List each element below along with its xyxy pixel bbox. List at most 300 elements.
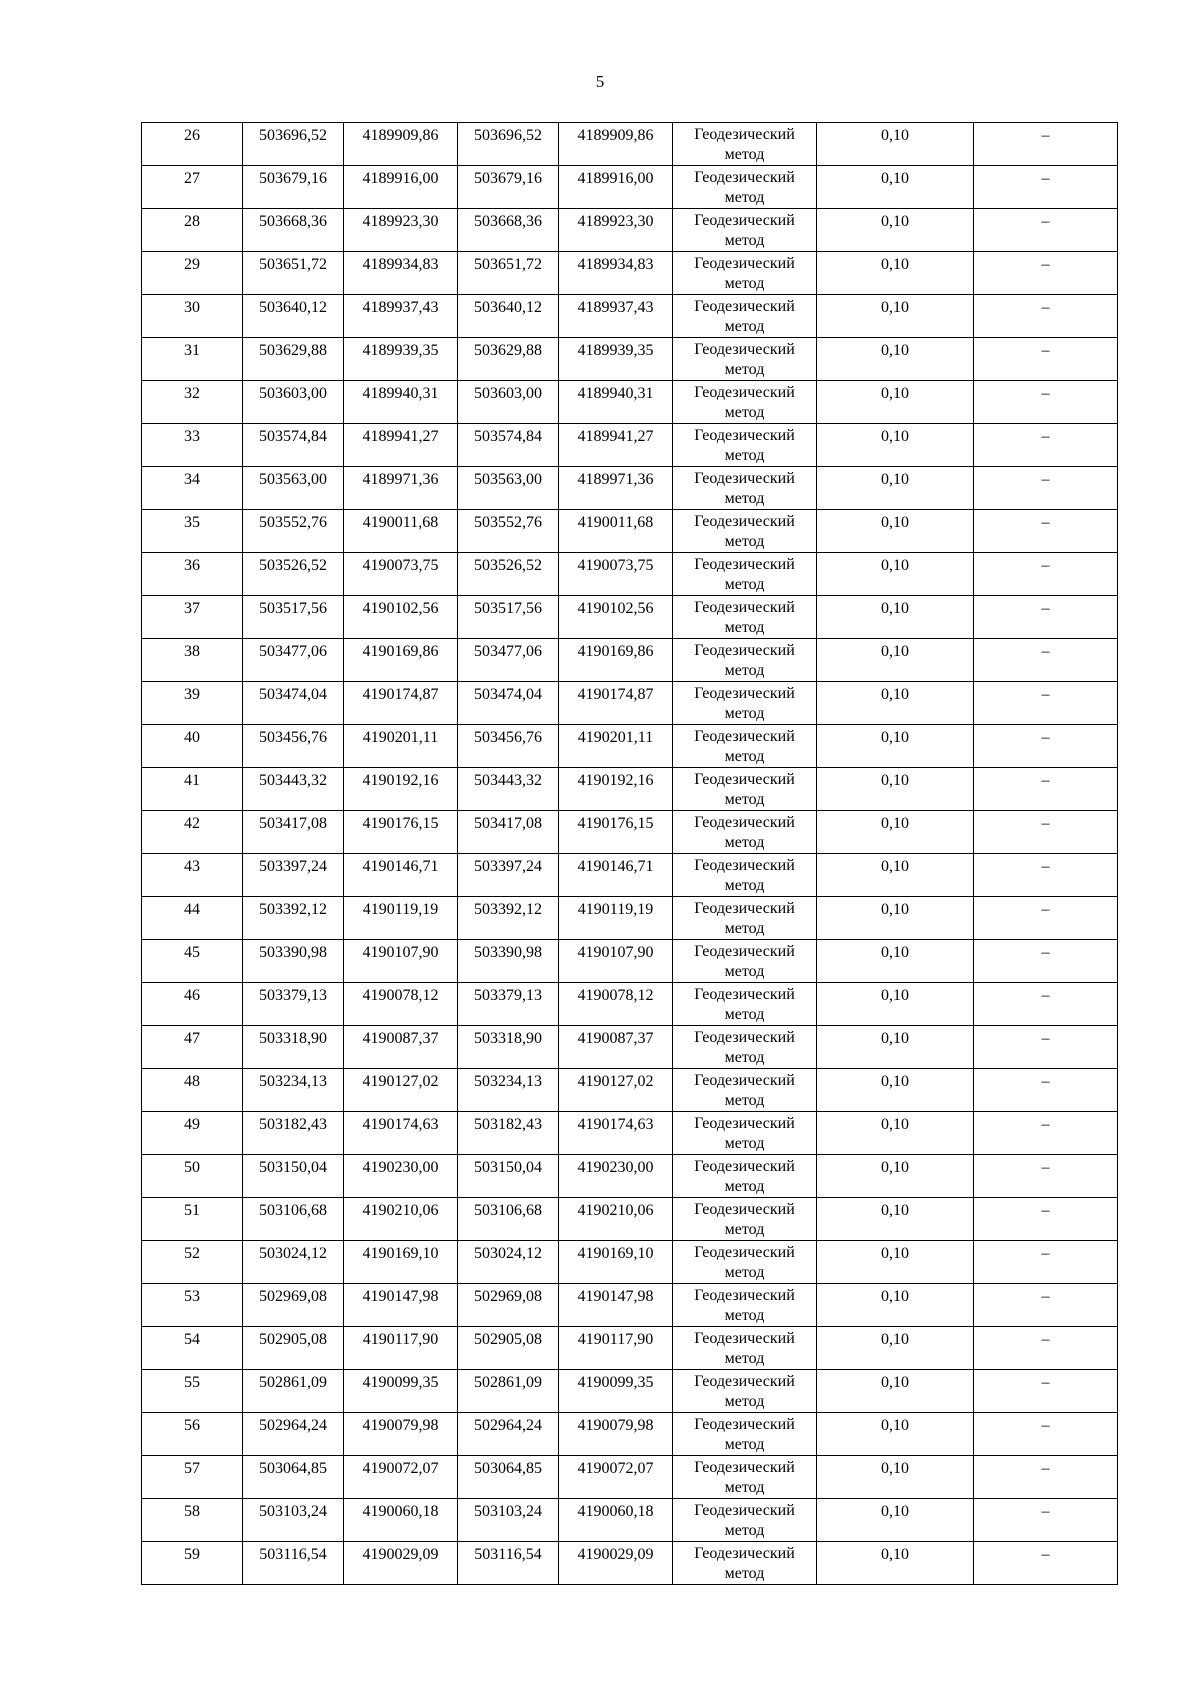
y-new-cell: 4189923,30: [559, 209, 673, 252]
note-cell: –: [974, 639, 1118, 682]
point-number-cell: 56: [142, 1413, 243, 1456]
accuracy-cell: 0,10: [817, 123, 974, 166]
method-cell: Геодезический метод: [673, 209, 817, 252]
note-cell: –: [974, 1370, 1118, 1413]
method-cell: Геодезический метод: [673, 123, 817, 166]
note-cell: –: [974, 553, 1118, 596]
accuracy-cell: 0,10: [817, 983, 974, 1026]
note-cell: –: [974, 725, 1118, 768]
y-new-cell: 4189940,31: [559, 381, 673, 424]
x-new-cell: 503668,36: [458, 209, 559, 252]
note-cell: –: [974, 897, 1118, 940]
x-old-cell: 503629,88: [243, 338, 344, 381]
accuracy-cell: 0,10: [817, 381, 974, 424]
accuracy-cell: 0,10: [817, 338, 974, 381]
method-cell: Геодезический метод: [673, 338, 817, 381]
y-new-cell: 4189939,35: [559, 338, 673, 381]
method-cell: Геодезический метод: [673, 983, 817, 1026]
y-new-cell: 4190119,19: [559, 897, 673, 940]
y-old-cell: 4190210,06: [344, 1198, 458, 1241]
x-old-cell: 503379,13: [243, 983, 344, 1026]
y-old-cell: 4190099,35: [344, 1370, 458, 1413]
x-old-cell: 503064,85: [243, 1456, 344, 1499]
method-cell: Геодезический метод: [673, 1284, 817, 1327]
point-number-cell: 48: [142, 1069, 243, 1112]
method-cell: Геодезический метод: [673, 854, 817, 897]
x-new-cell: 503574,84: [458, 424, 559, 467]
x-new-cell: 502905,08: [458, 1327, 559, 1370]
note-cell: –: [974, 209, 1118, 252]
y-old-cell: 4190119,19: [344, 897, 458, 940]
accuracy-cell: 0,10: [817, 1198, 974, 1241]
y-new-cell: 4190147,98: [559, 1284, 673, 1327]
y-new-cell: 4190087,37: [559, 1026, 673, 1069]
y-old-cell: 4189937,43: [344, 295, 458, 338]
note-cell: –: [974, 682, 1118, 725]
point-number-cell: 30: [142, 295, 243, 338]
x-old-cell: 503103,24: [243, 1499, 344, 1542]
table-row: [142, 252, 1118, 295]
x-new-cell: 503456,76: [458, 725, 559, 768]
table-row: [142, 467, 1118, 510]
table-row: [142, 897, 1118, 940]
y-old-cell: 4190176,15: [344, 811, 458, 854]
y-old-cell: 4189934,83: [344, 252, 458, 295]
y-old-cell: 4190147,98: [344, 1284, 458, 1327]
y-old-cell: 4190127,02: [344, 1069, 458, 1112]
point-number-cell: 47: [142, 1026, 243, 1069]
x-old-cell: 503392,12: [243, 897, 344, 940]
point-number-cell: 44: [142, 897, 243, 940]
y-new-cell: 4190201,11: [559, 725, 673, 768]
table-row: [142, 811, 1118, 854]
y-new-cell: 4189909,86: [559, 123, 673, 166]
point-number-cell: 46: [142, 983, 243, 1026]
x-new-cell: 502861,09: [458, 1370, 559, 1413]
x-new-cell: 503182,43: [458, 1112, 559, 1155]
table-row: [142, 295, 1118, 338]
point-number-cell: 59: [142, 1542, 243, 1585]
table-row: [142, 983, 1118, 1026]
y-old-cell: 4190072,07: [344, 1456, 458, 1499]
x-new-cell: 502969,08: [458, 1284, 559, 1327]
x-new-cell: 503651,72: [458, 252, 559, 295]
method-cell: Геодезический метод: [673, 467, 817, 510]
x-old-cell: 503443,32: [243, 768, 344, 811]
accuracy-cell: 0,10: [817, 1241, 974, 1284]
table-row: [142, 768, 1118, 811]
method-cell: Геодезический метод: [673, 166, 817, 209]
y-new-cell: 4190029,09: [559, 1542, 673, 1585]
x-new-cell: 503392,12: [458, 897, 559, 940]
y-old-cell: 4190230,00: [344, 1155, 458, 1198]
x-new-cell: 503116,54: [458, 1542, 559, 1585]
x-old-cell: 503024,12: [243, 1241, 344, 1284]
method-cell: Геодезический метод: [673, 381, 817, 424]
table-row: [142, 1413, 1118, 1456]
point-number-cell: 53: [142, 1284, 243, 1327]
x-old-cell: 503603,00: [243, 381, 344, 424]
note-cell: –: [974, 1327, 1118, 1370]
x-new-cell: 502964,24: [458, 1413, 559, 1456]
table-row: [142, 123, 1118, 166]
y-old-cell: 4190174,63: [344, 1112, 458, 1155]
note-cell: –: [974, 252, 1118, 295]
y-old-cell: 4190201,11: [344, 725, 458, 768]
note-cell: –: [974, 166, 1118, 209]
y-new-cell: 4190176,15: [559, 811, 673, 854]
y-old-cell: 4190078,12: [344, 983, 458, 1026]
x-old-cell: 502969,08: [243, 1284, 344, 1327]
note-cell: –: [974, 1413, 1118, 1456]
note-cell: –: [974, 811, 1118, 854]
accuracy-cell: 0,10: [817, 940, 974, 983]
accuracy-cell: 0,10: [817, 1327, 974, 1370]
x-new-cell: 503390,98: [458, 940, 559, 983]
accuracy-cell: 0,10: [817, 1542, 974, 1585]
coordinates-table: [141, 122, 1118, 1585]
x-new-cell: 503150,04: [458, 1155, 559, 1198]
x-old-cell: 503182,43: [243, 1112, 344, 1155]
y-new-cell: 4190099,35: [559, 1370, 673, 1413]
note-cell: –: [974, 1112, 1118, 1155]
y-new-cell: 4189934,83: [559, 252, 673, 295]
note-cell: –: [974, 467, 1118, 510]
y-new-cell: 4189941,27: [559, 424, 673, 467]
table-row: [142, 209, 1118, 252]
table-row: [142, 553, 1118, 596]
y-old-cell: 4190169,10: [344, 1241, 458, 1284]
y-old-cell: 4190169,86: [344, 639, 458, 682]
note-cell: –: [974, 1499, 1118, 1542]
method-cell: Геодезический метод: [673, 1327, 817, 1370]
x-new-cell: 503603,00: [458, 381, 559, 424]
table-row: [142, 424, 1118, 467]
point-number-cell: 28: [142, 209, 243, 252]
point-number-cell: 58: [142, 1499, 243, 1542]
x-new-cell: 503064,85: [458, 1456, 559, 1499]
table-row: [142, 166, 1118, 209]
table-row: [142, 725, 1118, 768]
x-new-cell: 503640,12: [458, 295, 559, 338]
x-old-cell: 503456,76: [243, 725, 344, 768]
table-row: [142, 1026, 1118, 1069]
accuracy-cell: 0,10: [817, 596, 974, 639]
accuracy-cell: 0,10: [817, 467, 974, 510]
point-number-cell: 51: [142, 1198, 243, 1241]
accuracy-cell: 0,10: [817, 682, 974, 725]
method-cell: Геодезический метод: [673, 1112, 817, 1155]
accuracy-cell: 0,10: [817, 1069, 974, 1112]
x-old-cell: 503397,24: [243, 854, 344, 897]
y-old-cell: 4190029,09: [344, 1542, 458, 1585]
accuracy-cell: 0,10: [817, 209, 974, 252]
y-new-cell: 4190169,10: [559, 1241, 673, 1284]
note-cell: –: [974, 123, 1118, 166]
y-new-cell: 4189916,00: [559, 166, 673, 209]
x-old-cell: 503696,52: [243, 123, 344, 166]
point-number-cell: 26: [142, 123, 243, 166]
note-cell: –: [974, 1069, 1118, 1112]
accuracy-cell: 0,10: [817, 295, 974, 338]
accuracy-cell: 0,10: [817, 1284, 974, 1327]
table-row: [142, 1284, 1118, 1327]
method-cell: Геодезический метод: [673, 1155, 817, 1198]
table-row: [142, 854, 1118, 897]
y-old-cell: 4189939,35: [344, 338, 458, 381]
x-old-cell: 503116,54: [243, 1542, 344, 1585]
y-new-cell: 4190230,00: [559, 1155, 673, 1198]
accuracy-cell: 0,10: [817, 639, 974, 682]
y-old-cell: 4189940,31: [344, 381, 458, 424]
y-old-cell: 4190117,90: [344, 1327, 458, 1370]
point-number-cell: 33: [142, 424, 243, 467]
page-number: 5: [595, 72, 605, 91]
table-row: [142, 1327, 1118, 1370]
y-new-cell: 4190060,18: [559, 1499, 673, 1542]
table-row: [142, 510, 1118, 553]
table-row: [142, 682, 1118, 725]
method-cell: Геодезический метод: [673, 768, 817, 811]
note-cell: –: [974, 1456, 1118, 1499]
accuracy-cell: 0,10: [817, 424, 974, 467]
y-old-cell: 4190060,18: [344, 1499, 458, 1542]
x-old-cell: 503417,08: [243, 811, 344, 854]
point-number-cell: 35: [142, 510, 243, 553]
table-row: [142, 639, 1118, 682]
y-old-cell: 4190073,75: [344, 553, 458, 596]
x-old-cell: 503234,13: [243, 1069, 344, 1112]
accuracy-cell: 0,10: [817, 1112, 974, 1155]
note-cell: –: [974, 596, 1118, 639]
accuracy-cell: 0,10: [817, 1370, 974, 1413]
accuracy-cell: 0,10: [817, 553, 974, 596]
x-new-cell: 503517,56: [458, 596, 559, 639]
x-new-cell: 503106,68: [458, 1198, 559, 1241]
y-new-cell: 4190107,90: [559, 940, 673, 983]
point-number-cell: 38: [142, 639, 243, 682]
method-cell: Геодезический метод: [673, 252, 817, 295]
x-old-cell: 503517,56: [243, 596, 344, 639]
table-row: [142, 1456, 1118, 1499]
point-number-cell: 39: [142, 682, 243, 725]
point-number-cell: 57: [142, 1456, 243, 1499]
y-old-cell: 4189916,00: [344, 166, 458, 209]
y-old-cell: 4190192,16: [344, 768, 458, 811]
y-old-cell: 4189971,36: [344, 467, 458, 510]
table-row: [142, 1112, 1118, 1155]
x-old-cell: 503574,84: [243, 424, 344, 467]
x-new-cell: 503417,08: [458, 811, 559, 854]
x-new-cell: 503234,13: [458, 1069, 559, 1112]
note-cell: –: [974, 510, 1118, 553]
method-cell: Геодезический метод: [673, 639, 817, 682]
accuracy-cell: 0,10: [817, 1026, 974, 1069]
point-number-cell: 41: [142, 768, 243, 811]
x-new-cell: 503103,24: [458, 1499, 559, 1542]
table-row: [142, 1241, 1118, 1284]
note-cell: –: [974, 1284, 1118, 1327]
method-cell: Геодезический метод: [673, 1413, 817, 1456]
y-new-cell: 4190192,16: [559, 768, 673, 811]
x-new-cell: 503679,16: [458, 166, 559, 209]
y-new-cell: 4190146,71: [559, 854, 673, 897]
note-cell: –: [974, 940, 1118, 983]
y-new-cell: 4190117,90: [559, 1327, 673, 1370]
x-old-cell: 502861,09: [243, 1370, 344, 1413]
note-cell: –: [974, 983, 1118, 1026]
note-cell: –: [974, 768, 1118, 811]
method-cell: Геодезический метод: [673, 553, 817, 596]
x-old-cell: 503477,06: [243, 639, 344, 682]
x-new-cell: 503397,24: [458, 854, 559, 897]
method-cell: Геодезический метод: [673, 940, 817, 983]
point-number-cell: 27: [142, 166, 243, 209]
accuracy-cell: 0,10: [817, 1456, 974, 1499]
accuracy-cell: 0,10: [817, 510, 974, 553]
x-new-cell: 503552,76: [458, 510, 559, 553]
accuracy-cell: 0,10: [817, 252, 974, 295]
y-old-cell: 4190107,90: [344, 940, 458, 983]
table-row: [142, 381, 1118, 424]
note-cell: –: [974, 1542, 1118, 1585]
note-cell: –: [974, 295, 1118, 338]
accuracy-cell: 0,10: [817, 768, 974, 811]
y-old-cell: 4190174,87: [344, 682, 458, 725]
point-number-cell: 34: [142, 467, 243, 510]
y-new-cell: 4190073,75: [559, 553, 673, 596]
point-number-cell: 52: [142, 1241, 243, 1284]
y-new-cell: 4190174,63: [559, 1112, 673, 1155]
note-cell: –: [974, 854, 1118, 897]
point-number-cell: 54: [142, 1327, 243, 1370]
accuracy-cell: 0,10: [817, 166, 974, 209]
y-new-cell: 4190079,98: [559, 1413, 673, 1456]
x-new-cell: 503318,90: [458, 1026, 559, 1069]
x-new-cell: 503024,12: [458, 1241, 559, 1284]
method-cell: Геодезический метод: [673, 682, 817, 725]
y-new-cell: 4190127,02: [559, 1069, 673, 1112]
y-new-cell: 4190072,07: [559, 1456, 673, 1499]
table-row: [142, 338, 1118, 381]
accuracy-cell: 0,10: [817, 725, 974, 768]
x-new-cell: 503443,32: [458, 768, 559, 811]
x-old-cell: 503563,00: [243, 467, 344, 510]
x-old-cell: 503474,04: [243, 682, 344, 725]
table-row: [142, 1542, 1118, 1585]
point-number-cell: 37: [142, 596, 243, 639]
x-new-cell: 503696,52: [458, 123, 559, 166]
point-number-cell: 45: [142, 940, 243, 983]
y-old-cell: 4189941,27: [344, 424, 458, 467]
y-new-cell: 4190169,86: [559, 639, 673, 682]
method-cell: Геодезический метод: [673, 596, 817, 639]
accuracy-cell: 0,10: [817, 1155, 974, 1198]
x-old-cell: 503318,90: [243, 1026, 344, 1069]
x-old-cell: 503390,98: [243, 940, 344, 983]
y-new-cell: 4190102,56: [559, 596, 673, 639]
note-cell: –: [974, 381, 1118, 424]
method-cell: Геодезический метод: [673, 295, 817, 338]
y-old-cell: 4190102,56: [344, 596, 458, 639]
y-new-cell: 4190210,06: [559, 1198, 673, 1241]
table-row: [142, 1069, 1118, 1112]
point-number-cell: 31: [142, 338, 243, 381]
y-new-cell: 4189971,36: [559, 467, 673, 510]
point-number-cell: 36: [142, 553, 243, 596]
accuracy-cell: 0,10: [817, 1499, 974, 1542]
method-cell: Геодезический метод: [673, 510, 817, 553]
note-cell: –: [974, 338, 1118, 381]
y-old-cell: 4190079,98: [344, 1413, 458, 1456]
y-new-cell: 4190011,68: [559, 510, 673, 553]
x-old-cell: 503668,36: [243, 209, 344, 252]
x-old-cell: 503150,04: [243, 1155, 344, 1198]
accuracy-cell: 0,10: [817, 854, 974, 897]
x-new-cell: 503629,88: [458, 338, 559, 381]
note-cell: –: [974, 1198, 1118, 1241]
x-new-cell: 503474,04: [458, 682, 559, 725]
method-cell: Геодезический метод: [673, 1241, 817, 1284]
table-row: [142, 1155, 1118, 1198]
point-number-cell: 55: [142, 1370, 243, 1413]
x-new-cell: 503526,52: [458, 553, 559, 596]
x-old-cell: 503106,68: [243, 1198, 344, 1241]
method-cell: Геодезический метод: [673, 1069, 817, 1112]
table-row: [142, 1198, 1118, 1241]
note-cell: –: [974, 1155, 1118, 1198]
point-number-cell: 50: [142, 1155, 243, 1198]
x-old-cell: 503679,16: [243, 166, 344, 209]
method-cell: Геодезический метод: [673, 1198, 817, 1241]
y-new-cell: 4190174,87: [559, 682, 673, 725]
method-cell: Геодезический метод: [673, 1542, 817, 1585]
y-old-cell: 4189923,30: [344, 209, 458, 252]
y-new-cell: 4190078,12: [559, 983, 673, 1026]
x-new-cell: 503563,00: [458, 467, 559, 510]
y-old-cell: 4190146,71: [344, 854, 458, 897]
note-cell: –: [974, 1026, 1118, 1069]
method-cell: Геодезический метод: [673, 811, 817, 854]
table-row: [142, 1499, 1118, 1542]
accuracy-cell: 0,10: [817, 897, 974, 940]
table-row: [142, 596, 1118, 639]
method-cell: Геодезический метод: [673, 1456, 817, 1499]
y-old-cell: 4189909,86: [344, 123, 458, 166]
table-row: [142, 940, 1118, 983]
x-new-cell: 503379,13: [458, 983, 559, 1026]
point-number-cell: 43: [142, 854, 243, 897]
point-number-cell: 49: [142, 1112, 243, 1155]
point-number-cell: 32: [142, 381, 243, 424]
method-cell: Геодезический метод: [673, 1499, 817, 1542]
accuracy-cell: 0,10: [817, 811, 974, 854]
x-old-cell: 503526,52: [243, 553, 344, 596]
point-number-cell: 42: [142, 811, 243, 854]
y-new-cell: 4189937,43: [559, 295, 673, 338]
x-old-cell: 503651,72: [243, 252, 344, 295]
method-cell: Геодезический метод: [673, 1026, 817, 1069]
point-number-cell: 29: [142, 252, 243, 295]
x-old-cell: 502964,24: [243, 1413, 344, 1456]
x-old-cell: 503552,76: [243, 510, 344, 553]
x-new-cell: 503477,06: [458, 639, 559, 682]
method-cell: Геодезический метод: [673, 897, 817, 940]
method-cell: Геодезический метод: [673, 424, 817, 467]
x-old-cell: 503640,12: [243, 295, 344, 338]
note-cell: –: [974, 1241, 1118, 1284]
x-old-cell: 502905,08: [243, 1327, 344, 1370]
